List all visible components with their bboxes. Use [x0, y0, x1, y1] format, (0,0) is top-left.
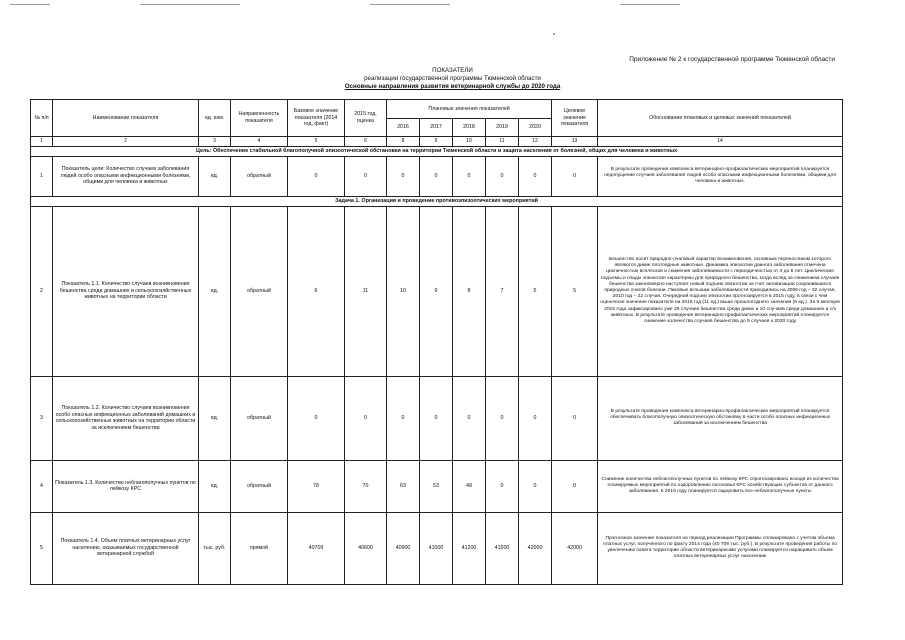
planned-2018: 8 [453, 206, 486, 376]
indicators-table [30, 99, 843, 585]
planned-2017: 41000 [420, 512, 453, 584]
header-year: 2018 [453, 119, 486, 137]
planned-2017: 0 [420, 376, 453, 460]
col-number: 8 [387, 137, 420, 147]
base-value: 0 [288, 156, 345, 196]
estimate-value: 40600 [345, 512, 387, 584]
row-num: 3 [31, 376, 53, 460]
col-number: 1 [31, 137, 53, 147]
planned-2017: 53 [420, 460, 453, 512]
estimate-value: 11 [345, 206, 387, 376]
header-base: Базовое значение показателя (2014 год, факт) [288, 100, 345, 137]
row-num: 1 [31, 156, 53, 196]
table-row [31, 460, 843, 512]
planned-2018: 0 [453, 376, 486, 460]
header-justification: Обоснование плановых и целевых значений показателей [598, 100, 843, 137]
header-num: № п/п [31, 100, 53, 137]
planned-2019: 7 [486, 206, 519, 376]
unit-cell: тыс. руб. [199, 512, 231, 584]
planned-2020: 42000 [519, 512, 552, 584]
target-value: 0 [552, 460, 598, 512]
col-number: 5 [288, 137, 345, 147]
scan-artifact-dot [553, 33, 555, 35]
col-number: 13 [552, 137, 598, 147]
planned-2017: 0 [420, 156, 453, 196]
goal-text: Цель: Обеспечение стабильной благополучной эпизоотической обстановки на территории Тюменской области и защита населения от болезней, общих для человека и животных [31, 146, 843, 156]
direction-cell: прямой [231, 512, 288, 584]
header-target: Целевое значение показателя [552, 100, 598, 137]
target-value: 42000 [552, 512, 598, 584]
header-unit: ед. изм. [199, 100, 231, 137]
planned-2019: 0 [486, 156, 519, 196]
column-number-row [31, 137, 843, 147]
unit-cell: ед. [199, 206, 231, 376]
planned-2019: 41500 [486, 512, 519, 584]
header-direction: Направленность показателя [231, 100, 288, 137]
indicator-name: Показатель 1.1. Количество случаев возникновения бешенства среди домашних и сельскохозяйственных животных на территории области [53, 206, 199, 376]
estimate-value: 70 [345, 460, 387, 512]
target-value: 0 [552, 156, 598, 196]
base-value: 40709 [288, 512, 345, 584]
scan-artifact-line [370, 4, 450, 5]
indicator-name: Показатель цели: Количество случаев заболевания людей особо опасными инфекционными болезнями, общими для человека и животных [53, 156, 199, 196]
program-name: Основные направления развития ветеринарной службы до 2020 года [344, 83, 561, 90]
document-title: ПОКАЗАТЕЛИ [432, 67, 473, 74]
direction-cell: обратный [231, 156, 288, 196]
col-number: 9 [420, 137, 453, 147]
target-value: 0 [552, 376, 598, 460]
col-number: 11 [486, 137, 519, 147]
justification-text: В результате проведения комплекса ветеринарно-профилактических мероприятий планируется обеспечивать благополучную эпизоотическую обстановку в части особо опасных инфекционных заболеваний за исключением бешенства [598, 376, 843, 460]
scan-artifact-line [620, 4, 680, 5]
row-num: 5 [31, 512, 53, 584]
col-number: 10 [453, 137, 486, 147]
planned-2018: 48 [453, 460, 486, 512]
col-number: 12 [519, 137, 552, 147]
planned-2019: 0 [486, 376, 519, 460]
planned-2016: 10 [387, 206, 420, 376]
estimate-value: 0 [345, 156, 387, 196]
planned-2018: 0 [453, 156, 486, 196]
indicator-name: Показатель 1.2. Количество случаев возникновения особо опасных инфекционных заболеваний домашних и сельскохозяйственных животных на территории области за исключением бешенства [53, 376, 199, 460]
header-planned: Плановые значения показателей [387, 100, 552, 119]
planned-2016: 63 [387, 460, 420, 512]
col-number: 14 [598, 137, 843, 147]
header-year: 2019 [486, 119, 519, 137]
planned-2020: 5 [519, 206, 552, 376]
direction-cell: обратный [231, 206, 288, 376]
planned-2017: 9 [420, 206, 453, 376]
justification-text: Прогнозное значение показателя на период реализации Программы спланировано с учетом объема платных услуг, полученного по факту 2014 года (40 709 тыс. руб.). В результате проведения работы по увеличению охвата территории области ветеринарными услугами планируется наращивать объем платных ветеринарных услуг населению [598, 512, 843, 584]
header-year: 2020 [519, 119, 552, 137]
col-number: 4 [231, 137, 288, 147]
planned-2020: 0 [519, 156, 552, 196]
planned-2016: 0 [387, 376, 420, 460]
document-subtitle: реализации государственной программы Тюменской области [364, 75, 541, 82]
header-year: 2016 [387, 119, 420, 137]
goal-row [31, 146, 843, 156]
planned-2016: 40900 [387, 512, 420, 584]
justification-text: Бешенство носит природно-очаговый характер возникновения, основным переносчиком которого являются дикие плотоядные животные. Динамика эпизоотии данного заболевания отмечена цикличностью всплесков и снижения заболеваемости с периодичностью от 3 до 5 лет. Циклические подъемы и спады эпизоотии характерны для природного бешенства, когда вслед за снижением случаев бешенства закономерно наступает новый подъем эпизоотии за счет активизации сохранившихся природных очагов болезни. Пиковые вспышки заболеваемости приходились на 2006 год – 32 случая, 2010 год – 22 случая. Очередной подъем эпизоотии прогнозируется в 2015 году, в связи с чем оценочное значение показателя на 2015 год (11 ед.) выше прошлогоднего значения (6 ед.). За 9 месяцев 2015 года зафиксировано уже 25 случаев бешенства среди диких и 10 случаев среди домашних и с/х животных. В результате проведения ветеринарно-профилактических мероприятий планируется снижение количества случаев бешенства до 5 случаев к 2020 году [598, 206, 843, 376]
justification-text: В результате проведения комплекса ветеринарно-профилактических мероприятий планируется недопущение случаев заболевания людей особо опасными инфекционными болезнями, общими для человека и животных. [598, 156, 843, 196]
table-row [31, 376, 843, 460]
scan-artifact-line [140, 4, 240, 5]
table-row [31, 512, 843, 584]
col-number: 3 [199, 137, 231, 147]
task-row [31, 196, 843, 206]
base-value: 0 [288, 376, 345, 460]
unit-cell: ед. [199, 460, 231, 512]
table-row [31, 206, 843, 376]
indicator-name: Показатель 1.3. Количество неблагополучных пунктов по лейкозу КРС [53, 460, 199, 512]
scan-artifact-line [10, 4, 50, 5]
indicator-name: Показатель 1.4. Объем платных ветеринарных услуг населению, оказываемых государственной ветеринарной службой [53, 512, 199, 584]
planned-2019: 0 [486, 460, 519, 512]
appendix-note: Приложение № 2 к государственной программе Тюменской области [629, 56, 835, 63]
header-estimate: 2015 год, оценка [345, 100, 387, 137]
direction-cell: обратный [231, 376, 288, 460]
unit-cell: ед. [199, 376, 231, 460]
table-row [31, 156, 843, 196]
unit-cell: ед. [199, 156, 231, 196]
planned-2020: 0 [519, 376, 552, 460]
base-value: 6 [288, 206, 345, 376]
header-year: 2017 [420, 119, 453, 137]
base-value: 78 [288, 460, 345, 512]
target-value: 5 [552, 206, 598, 376]
planned-2020: 0 [519, 460, 552, 512]
header-name: Наименование показателя [53, 100, 199, 137]
row-num: 2 [31, 206, 53, 376]
planned-2018: 41200 [453, 512, 486, 584]
header-row [31, 100, 843, 119]
direction-cell: обратный [231, 460, 288, 512]
task-text: Задача 1. Организация и проведение противоэпизоотических мероприятий [31, 196, 843, 206]
col-number: 2 [53, 137, 199, 147]
row-num: 4 [31, 460, 53, 512]
col-number: 6 [345, 137, 387, 147]
estimate-value: 0 [345, 376, 387, 460]
justification-text: Снижение количества неблагополучных пунктов по лейкозу КРС спрогнозировано исходя из количества планируемых мероприятий по оздоровлению поголовья КРС хозяйствующих субъектов от данного заболевания. К 2019 году планируется оздоровить все неблагополучные пункты [598, 460, 843, 512]
planned-2016: 0 [387, 156, 420, 196]
